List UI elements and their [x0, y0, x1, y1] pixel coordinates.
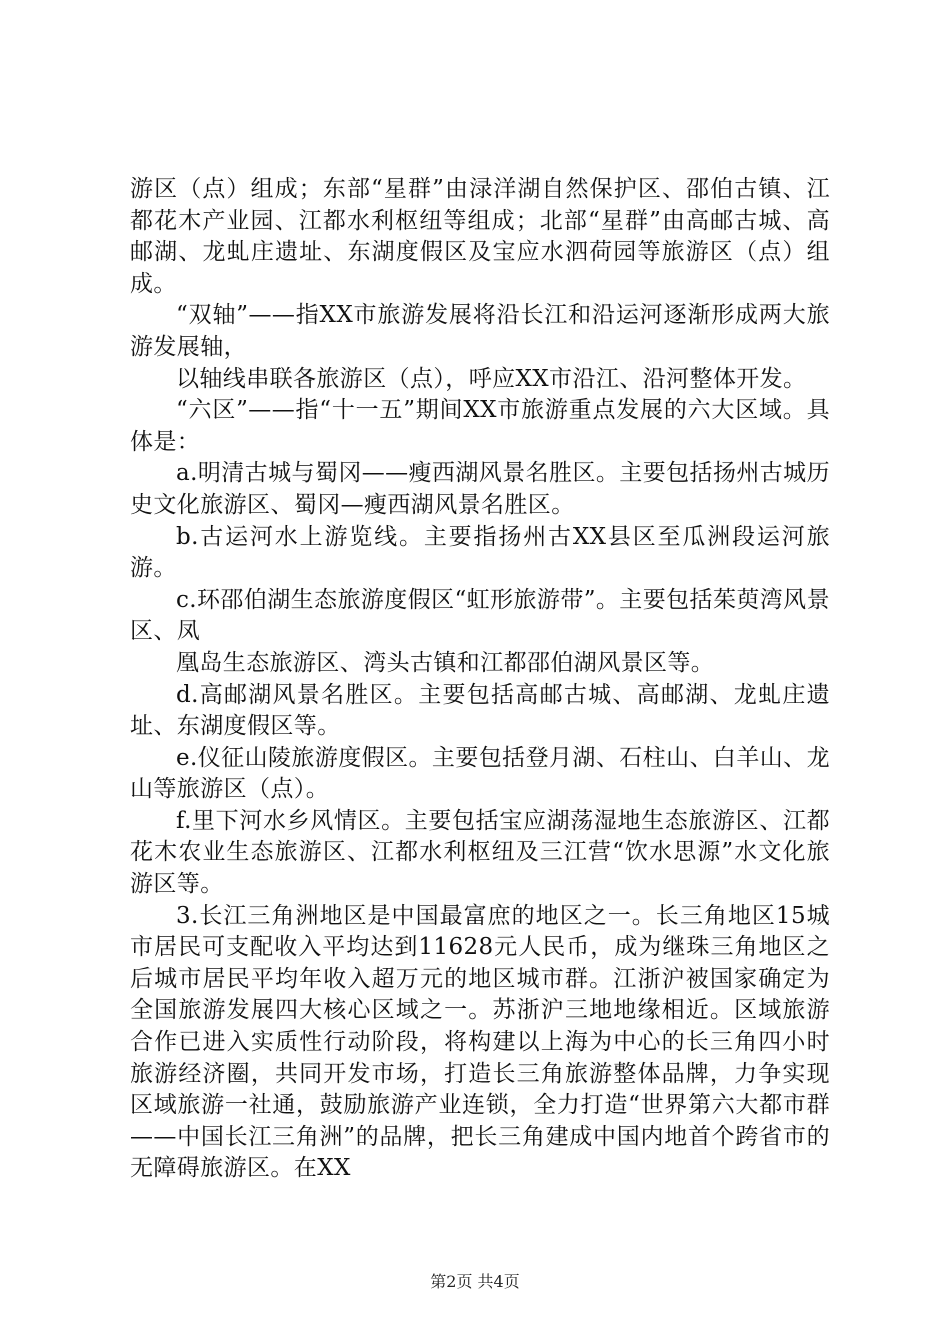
- paragraph-yangtze-delta: 3.长江三角洲地区是中国最富庶的地区之一。长三角地区15城市居民可支配收入平均达到11628元人民币，成为继珠三角地区之后城市居民平均年收入超万元的地区城市群。江浙沪被国家确定为全国旅游发展四大核心区域之一。苏浙沪三地地缘相近。区域旅游合作已进入实质性行动阶段，将构建以上海为中心的长三角四小时旅游经济圈，共同开发市场，打造长三角旅游整体品牌，力争实现区域旅游一社通，鼓励旅游产业连锁，全力打造“世界第六大都市群——中国长江三角洲”的品牌，把长三角建成中国内地首个跨省市的无障碍旅游区。在XX: [130, 902, 830, 1182]
- paragraph-zone-f: f.里下河水乡风情区。主要包括宝应湖荡湿地生态旅游区、江都花木农业生态旅游区、江都水利枢纽及三江营“饮水思源”水文化旅游区等。: [130, 807, 830, 898]
- paragraph-star-groups: 游区（点）组成；东部“星群”由渌洋湖自然保护区、邵伯古镇、江都花木产业园、江都水利枢纽等组成；北部“星群”由高邮古城、高邮湖、龙虬庄遗址、东湖度假区及宝应水泗荷园等旅游区（点）组成。: [130, 176, 830, 297]
- document-body: [130, 174, 830, 1185]
- paragraph-zone-d: d.高邮湖风景名胜区。主要包括高邮古城、高邮湖、龙虬庄遗址、东湖度假区等。: [130, 681, 830, 740]
- paragraph-double-axis: “双轴”——指XX市旅游发展将沿长江和沿运河逐渐形成两大旅游发展轴，: [130, 302, 830, 360]
- paragraph-zone-b: b.古运河水上游览线。主要指扬州古XX县区至瓜洲段运河旅游。: [130, 523, 830, 582]
- page-footer: 第2页 共4页: [430, 1272, 520, 1291]
- paragraph-zone-c: c.环邵伯湖生态旅游度假区“虹形旅游带”。主要包括茱萸湾风景区、凤: [130, 586, 830, 645]
- paragraph-six-zones: “六区”——指“十一五”期间XX市旅游重点发展的六大区域。具体是：: [130, 397, 830, 455]
- paragraph-zone-a: a.明清古城与蜀冈——瘦西湖风景名胜区。主要包括扬州古城历史文化旅游区、蜀冈—瘦西湖风景名胜区。: [130, 460, 830, 518]
- paragraph-zone-e: e.仪征山陵旅游度假区。主要包括登月湖、石柱山、白羊山、龙山等旅游区（点）。: [130, 744, 830, 803]
- paragraph-axis-linkage: 以轴线串联各旅游区（点），呼应XX市沿江、沿河整体开发。: [176, 365, 807, 392]
- paragraph-zone-c-continued: 凰岛生态旅游区、湾头古镇和江都邵伯湖风景区等。: [176, 649, 715, 676]
